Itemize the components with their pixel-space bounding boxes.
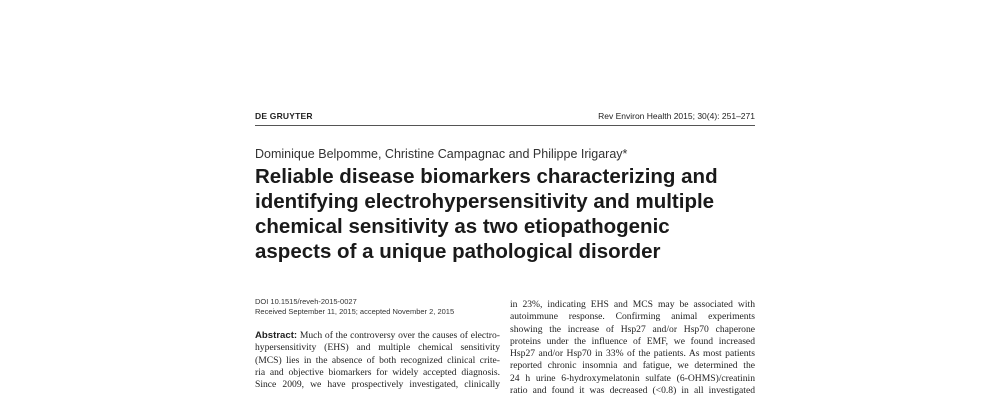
abstract-line: proteins under the influence of EMF, we found increased [510, 335, 755, 347]
title-line: chemical sensitivity as two etiopathogenic [255, 215, 670, 238]
abstract-label: Abstract: [255, 330, 298, 341]
abstract-line: autoimmune response. Confirming animal experiments [510, 311, 755, 323]
abstract-left-column [255, 330, 500, 391]
title-line: Reliable disease biomarkers characterizing and [255, 165, 718, 188]
abstract-line: Abstract: Much of the controversy over the causes of electro- [255, 330, 500, 341]
abstract-line: ratio and found it was decreased (<0.8) in all investigated [510, 385, 755, 397]
publisher-name: DE GRUYTER [255, 111, 313, 121]
doi-link[interactable]: DOI 10.1515/reveh-2015-0027 [255, 297, 357, 306]
article-title [255, 164, 775, 264]
abstract-line: (MCS) lies in the absence of both recognized clinical crite- [255, 354, 500, 366]
abstract-line: ria and objective biomarkers for widely accepted diagnosis. [255, 366, 500, 378]
abstract-line: showing the increase of Hsp27 and/or Hsp70 chaperone [510, 323, 755, 335]
abstract-line: reported chronic insomnia and fatigue, we determined the [510, 360, 755, 372]
abstract-right-column [510, 299, 755, 397]
journal-citation: Rev Environ Health 2015; 30(4): 251–271 [598, 111, 755, 121]
article-metadata [255, 297, 495, 317]
abstract-line: in 23%, indicating EHS and MCS may be associated with [510, 299, 755, 310]
received-dates: Received September 11, 2015; accepted November 2, 2015 [255, 307, 455, 316]
abstract-line: Hsp27 and/or Hsp70 in 33% of the patients. As most patients [510, 348, 755, 360]
title-line: aspects of a unique pathological disorder [255, 240, 661, 263]
title-line: identifying electrohypersensitivity and multiple [255, 190, 715, 213]
author-list: Dominique Belpomme, Christine Campagnac and Philippe Irigaray* [255, 147, 628, 161]
abstract-line: hypersensitivity (EHS) and multiple chemical sensitivity [255, 342, 500, 354]
abstract-line: 24 h urine 6-hydroxymelatonin sulfate (6-OHMS)/creatinin [510, 372, 755, 384]
abstract-line: Since 2009, we have prospectively investigated, clinically [255, 379, 500, 391]
running-header [255, 111, 755, 126]
